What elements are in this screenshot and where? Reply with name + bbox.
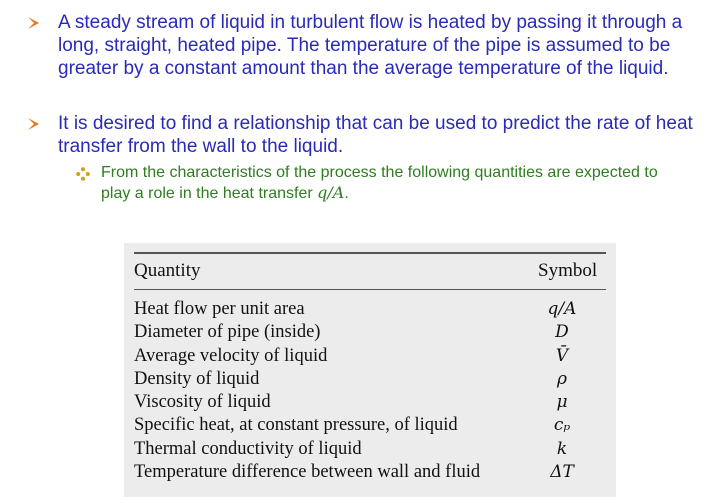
- arrow-bullet-icon: [28, 118, 39, 130]
- symbol-cell: D: [555, 322, 569, 343]
- table-top-rule: [134, 252, 606, 254]
- header-quantity: Quantity: [134, 260, 201, 281]
- bullet-1-text: A steady stream of liquid in turbulent flow is heated by passing it through a long, straight, heated pipe. The temperature of the pipe is assumed to be greater by a constant amount than the average temperature of the liquid.: [58, 12, 683, 79]
- quantity-cell: Average velocity of liquid: [134, 345, 328, 366]
- table-row: [134, 345, 604, 368]
- symbol-cell: V̄: [555, 345, 569, 366]
- symbol-cell: k: [556, 438, 568, 459]
- symbol-cell: ΔT: [550, 462, 574, 483]
- table-row: [134, 391, 604, 414]
- symbol-cell: μ: [556, 392, 568, 413]
- table-row: [134, 438, 604, 461]
- quantity-cell: Viscosity of liquid: [134, 392, 271, 413]
- bullet-2: [28, 112, 698, 160]
- table-row: [134, 298, 604, 321]
- table-row: [134, 368, 604, 391]
- table-row: [134, 321, 604, 344]
- quantity-cell: Heat flow per unit area: [134, 299, 305, 319]
- table-body: [134, 298, 604, 484]
- bullet-1: [28, 11, 688, 107]
- symbol-cell: q/A: [547, 299, 577, 319]
- header-symbol: Symbol: [538, 260, 598, 281]
- bullet-2-text: It is desired to find a relationship that can be used to predict the rate of heat transfer from the wall to the liquid.: [58, 113, 693, 157]
- sub-bullet-text-before: From the characteristics of the process the following quantities are expected to play a role in the heat transfer: [101, 164, 658, 202]
- table-header-rule: [134, 289, 606, 290]
- table-row: [134, 414, 604, 437]
- diamond-bullet-icon: [76, 167, 90, 181]
- sub-bullet-math: q/A: [317, 183, 345, 202]
- sub-bullet-text: [101, 163, 681, 204]
- quantity-table: [124, 243, 616, 497]
- sub-bullet-text-after: .: [344, 185, 349, 202]
- quantity-cell: Density of liquid: [134, 368, 260, 389]
- quantity-cell: Diameter of pipe (inside): [134, 322, 321, 343]
- quantity-cell: Temperature difference between wall and fluid: [134, 462, 481, 483]
- quantity-cell: Thermal conductivity of liquid: [134, 438, 362, 459]
- symbol-cell: cₚ: [553, 415, 571, 436]
- symbol-cell: ρ: [557, 368, 567, 389]
- arrow-bullet-icon: [28, 17, 39, 29]
- table-row: [134, 461, 604, 484]
- quantity-cell: Specific heat, at constant pressure, of liquid: [134, 415, 458, 436]
